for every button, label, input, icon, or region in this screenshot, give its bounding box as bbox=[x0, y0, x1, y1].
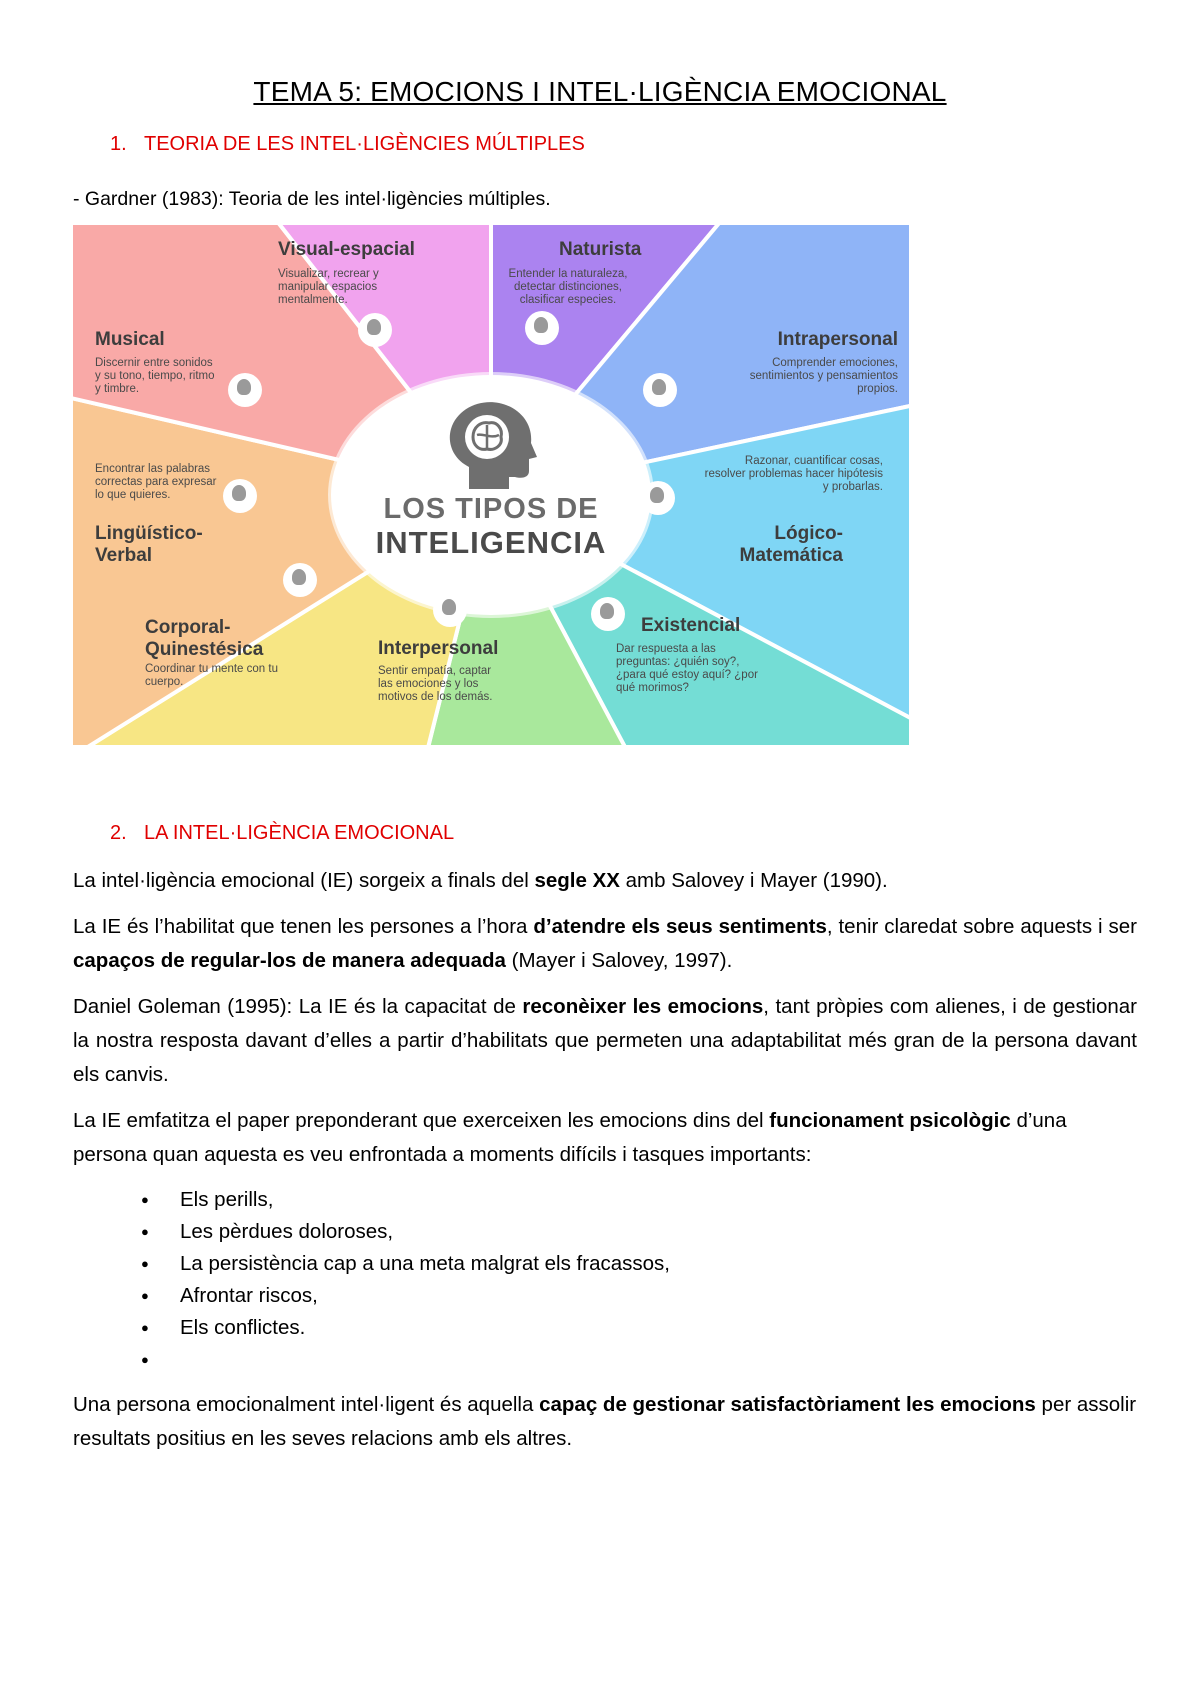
existencial-desc: Dar respuesta a las preguntas: ¿quién soy?, ¿para qué estoy aquí? ¿por qué morimos? bbox=[616, 643, 758, 694]
paragraph-goleman bbox=[73, 990, 1137, 1092]
linguistico-verbal-desc: Encontrar las palabras correctas para expresar lo que quieres. bbox=[95, 463, 217, 501]
situations-list bbox=[73, 1184, 1137, 1376]
p2-text-c: , tenir claredat sobre aquests i ser bbox=[826, 915, 1137, 938]
list-item: ● La persistència cap a una meta malgrat els fracassos, bbox=[73, 1248, 1137, 1280]
paragraph-emotionally-intelligent bbox=[73, 1388, 1137, 1456]
list-item: ● Els conflictes. bbox=[73, 1312, 1137, 1344]
brain-head-icon bbox=[439, 397, 543, 497]
corporal-quinestesica-desc: Coordinar tu mente con tu cuerpo. bbox=[145, 663, 278, 688]
p2-text-a: La IE és l’habilitat que tenen les persones a l’hora bbox=[73, 915, 534, 938]
p3-bold: reconèixer les emocions bbox=[522, 995, 764, 1018]
p5-bold: capaç de gestionar satisfactòriament les emocions bbox=[539, 1393, 1036, 1416]
p2-bold-1: d’atendre els seus sentiments bbox=[533, 915, 827, 938]
list-item: ● Els perills, bbox=[73, 1184, 1137, 1216]
section-1-title: TEORIA DE LES INTEL·LIGÈNCIES MÚLTIPLES bbox=[144, 133, 585, 155]
paragraph-ie-definition bbox=[73, 910, 1137, 978]
visual-espacial-title: Visual-espacial bbox=[278, 239, 415, 260]
section-2-number: 2. bbox=[110, 822, 127, 844]
section-2-body bbox=[73, 864, 1137, 1468]
paragraph-ie-origin bbox=[73, 864, 1137, 898]
plant-head-icon bbox=[591, 597, 625, 631]
corporal-quinestesica-title: Corporal-Quinestésica bbox=[145, 617, 264, 660]
p4-bold: funcionament psicològic bbox=[769, 1109, 1011, 1132]
p1-text-c: amb Salovey i Mayer (1990). bbox=[619, 869, 888, 892]
intrapersonal-desc: Comprender emociones, sentimientos y pensamientos propios. bbox=[749, 357, 898, 395]
gardner-intro: - Gardner (1983): Teoria de les intel·ligències múltiples. bbox=[73, 188, 551, 210]
section-1-number: 1. bbox=[110, 133, 127, 155]
interpersonal-title: Interpersonal bbox=[378, 638, 499, 659]
paragraph-ie-emphasis bbox=[73, 1104, 1137, 1172]
p1-text-a: La intel·ligència emocional (IE) sorgeix a finals del bbox=[73, 869, 535, 892]
intrapersonal-title: Intrapersonal bbox=[777, 329, 898, 350]
naturista-desc: Entender la naturaleza, detectar distinciones, clasificar especies. bbox=[508, 268, 628, 306]
p4-text-c: d’una persona quan aquesta es veu enfrontada a moments difícils i tasques importants: bbox=[73, 1109, 1067, 1166]
interpersonal-desc: Sentir empatía, captar las emociones y los motivos de los demás. bbox=[378, 665, 493, 703]
list-item: ● Afrontar riscos, bbox=[73, 1280, 1137, 1312]
body-head-icon bbox=[283, 563, 317, 597]
existencial-title: Existencial bbox=[641, 615, 741, 636]
section-1-heading bbox=[110, 133, 585, 156]
musical-desc: Discernir entre sonidos y su tono, tiempo, ritmo y timbre. bbox=[95, 357, 215, 395]
eye-brain-icon bbox=[358, 313, 392, 347]
center-title-line1: LOS TIPOS DE bbox=[383, 493, 599, 525]
p1-bold: segle XX bbox=[534, 869, 620, 892]
p3-text-a: Daniel Goleman (1995): La IE és la capacitat de bbox=[73, 995, 523, 1018]
p3-text-c: , tant pròpies com alienes, i de gestionar la nostra resposta davant d’elles a partir d’habilitats que permeten una adaptabilitat més gran de la persona davant els canvis. bbox=[73, 995, 1137, 1086]
infographic-center bbox=[331, 375, 651, 615]
list-item-empty bbox=[73, 1344, 1137, 1376]
section-2-heading bbox=[110, 822, 454, 845]
list-item: ● Les pèrdues doloroses, bbox=[73, 1216, 1137, 1248]
intelligence-types-infographic bbox=[73, 225, 909, 745]
musical-title: Musical bbox=[95, 329, 165, 350]
logic-head-icon bbox=[641, 481, 675, 515]
visual-espacial-desc: Visualizar, recrear y manipular espacios mentalmente. bbox=[278, 268, 379, 306]
linguistico-verbal-title: Lingüístico-Verbal bbox=[95, 523, 203, 566]
p2-bold-2: capaços de regular-los de manera adequada bbox=[73, 949, 506, 972]
p4-text-a: La IE emfatitza el paper preponderant que exerceixen les emocions dins del bbox=[73, 1109, 770, 1132]
p5-text-a: Una persona emocionalment intel·ligent és aquella bbox=[73, 1393, 540, 1416]
naturista-title: Naturista bbox=[559, 239, 642, 260]
center-title-line2: INTELIGENCIA bbox=[375, 525, 607, 560]
people-chat-icon bbox=[433, 593, 467, 627]
logico-matematica-title: Lógico-Matemática bbox=[739, 523, 843, 566]
p5-text-c: per assolir resultats positius en les seves relacions amb els altres. bbox=[73, 1393, 1137, 1450]
nature-head-icon bbox=[525, 311, 559, 345]
speech-head-icon bbox=[223, 479, 257, 513]
logico-matematica-desc: Razonar, cuantificar cosas, resolver problemas hacer hipótesis y probarlas. bbox=[704, 455, 883, 493]
music-head-icon bbox=[228, 373, 262, 407]
heart-head-icon bbox=[643, 373, 677, 407]
p2-text-e: (Mayer i Salovey, 1997). bbox=[505, 949, 733, 972]
document-title: TEMA 5: EMOCIONS I INTEL·LIGÈNCIA EMOCIONAL bbox=[253, 76, 947, 107]
section-2-title: LA INTEL·LIGÈNCIA EMOCIONAL bbox=[144, 822, 455, 844]
